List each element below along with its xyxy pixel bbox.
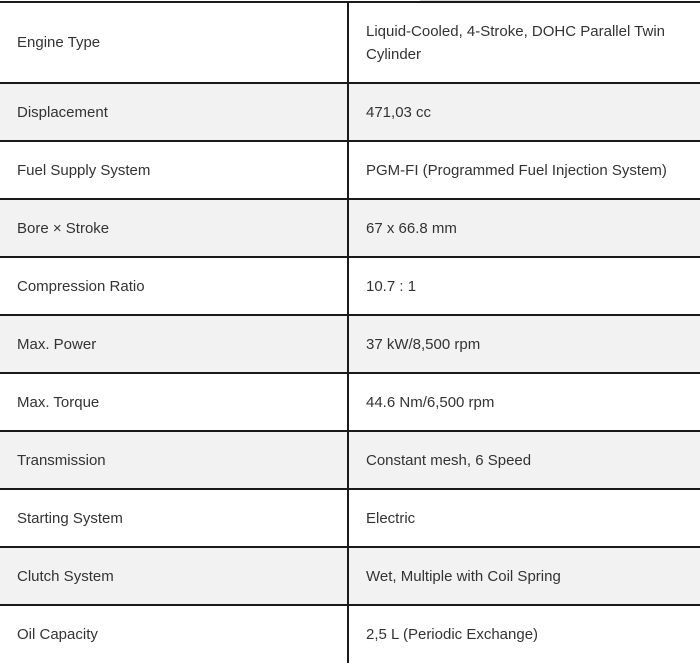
table-row <box>0 547 700 605</box>
spec-label: Clutch System <box>0 547 348 605</box>
spec-value: Constant mesh, 6 Speed <box>348 431 700 489</box>
spec-label: Displacement <box>0 83 348 141</box>
spec-value: 10.7 : 1 <box>348 257 700 315</box>
spec-value: 37 kW/8,500 rpm <box>348 315 700 373</box>
spec-value: 2,5 L (Periodic Exchange) <box>348 605 700 663</box>
spec-value: Electric <box>348 489 700 547</box>
table-row <box>0 605 700 663</box>
spec-value: Liquid-Cooled, 4-Stroke, DOHC Parallel Twin Cylinder <box>348 2 700 83</box>
spec-label: Engine Type <box>0 2 348 83</box>
spec-label: Compression Ratio <box>0 257 348 315</box>
table-row <box>0 373 700 431</box>
spec-value: PGM-FI (Programmed Fuel Injection System) <box>348 141 700 199</box>
specifications-table <box>0 1 700 663</box>
spec-label: Max. Torque <box>0 373 348 431</box>
table-row <box>0 315 700 373</box>
table-row <box>0 257 700 315</box>
spec-value: 471,03 cc <box>348 83 700 141</box>
table-row <box>0 431 700 489</box>
spec-label: Oil Capacity <box>0 605 348 663</box>
table-row <box>0 2 700 83</box>
table-row <box>0 199 700 257</box>
table-row <box>0 141 700 199</box>
spec-label: Max. Power <box>0 315 348 373</box>
spec-label: Bore × Stroke <box>0 199 348 257</box>
spec-label: Starting System <box>0 489 348 547</box>
spec-value: 44.6 Nm/6,500 rpm <box>348 373 700 431</box>
spec-value: Wet, Multiple with Coil Spring <box>348 547 700 605</box>
table-row <box>0 489 700 547</box>
spec-label: Transmission <box>0 431 348 489</box>
spec-value: 67 x 66.8 mm <box>348 199 700 257</box>
table-row <box>0 83 700 141</box>
spec-label: Fuel Supply System <box>0 141 348 199</box>
